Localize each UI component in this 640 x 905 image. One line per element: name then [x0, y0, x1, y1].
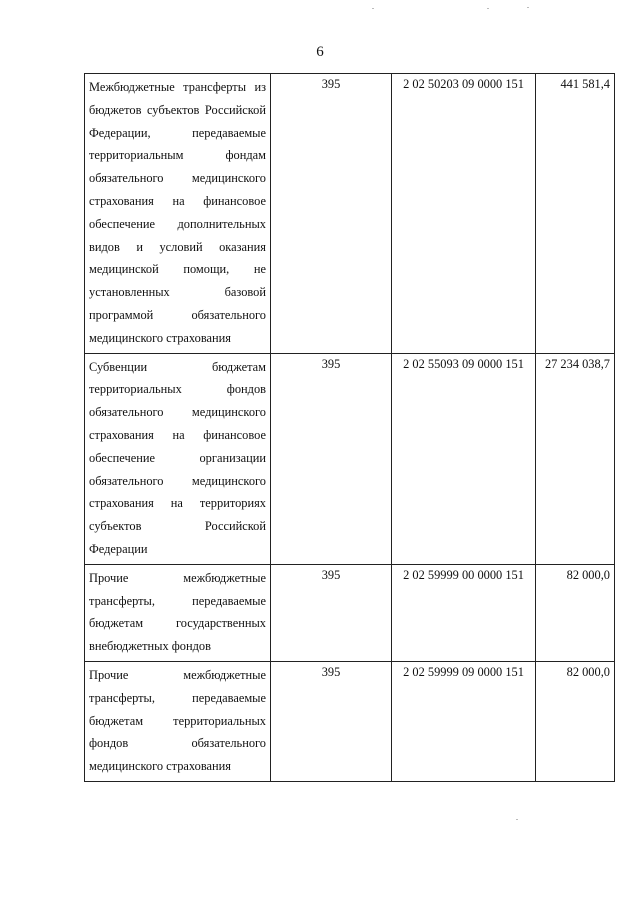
scan-artifact	[516, 819, 518, 820]
admin-code-cell: 395	[271, 74, 392, 354]
table-row	[85, 661, 615, 781]
amount-cell: 82 000,0	[536, 564, 615, 661]
budget-classification-code-cell: 2 02 50203 09 0000 151	[392, 74, 536, 354]
table-row	[85, 74, 615, 354]
amount-cell: 441 581,4	[536, 74, 615, 354]
revenue-name-cell: Межбюджетные трансферты из бюджетов субъектов Российской Федерации, передаваемые территориальным фондам обязательного медицинского страхования на финансовое обеспечение дополнительных видов и условий оказания медицинской помощи, не установленных базовой программой обязательного медицинского страхования	[85, 74, 271, 354]
revenue-name-cell: Субвенции бюджетам территориальных фондов обязательного медицинского страхования на финансовое обеспечение организации обязательного медицинского страхования на территориях субъектов Российской Федерации	[85, 353, 271, 564]
scan-artifact	[372, 8, 374, 9]
admin-code-cell: 395	[271, 661, 392, 781]
admin-code-cell: 395	[271, 564, 392, 661]
budget-classification-code-cell: 2 02 59999 09 0000 151	[392, 661, 536, 781]
scan-artifact	[487, 8, 489, 9]
admin-code-cell: 395	[271, 353, 392, 564]
amount-cell: 82 000,0	[536, 661, 615, 781]
revenue-name-cell: Прочие межбюджетные трансферты, передаваемые бюджетам территориальных фондов обязательного медицинского страхования	[85, 661, 271, 781]
budget-classification-code-cell: 2 02 55093 09 0000 151	[392, 353, 536, 564]
page-number: 6	[316, 44, 324, 60]
table-row	[85, 564, 615, 661]
table-row	[85, 353, 615, 564]
revenue-name-cell: Прочие межбюджетные трансферты, передаваемые бюджетам государственных внебюджетных фондов	[85, 564, 271, 661]
budget-classification-code-cell: 2 02 59999 00 0000 151	[392, 564, 536, 661]
scan-artifact	[527, 7, 529, 8]
budget-revenue-table	[84, 73, 615, 782]
amount-cell: 27 234 038,7	[536, 353, 615, 564]
